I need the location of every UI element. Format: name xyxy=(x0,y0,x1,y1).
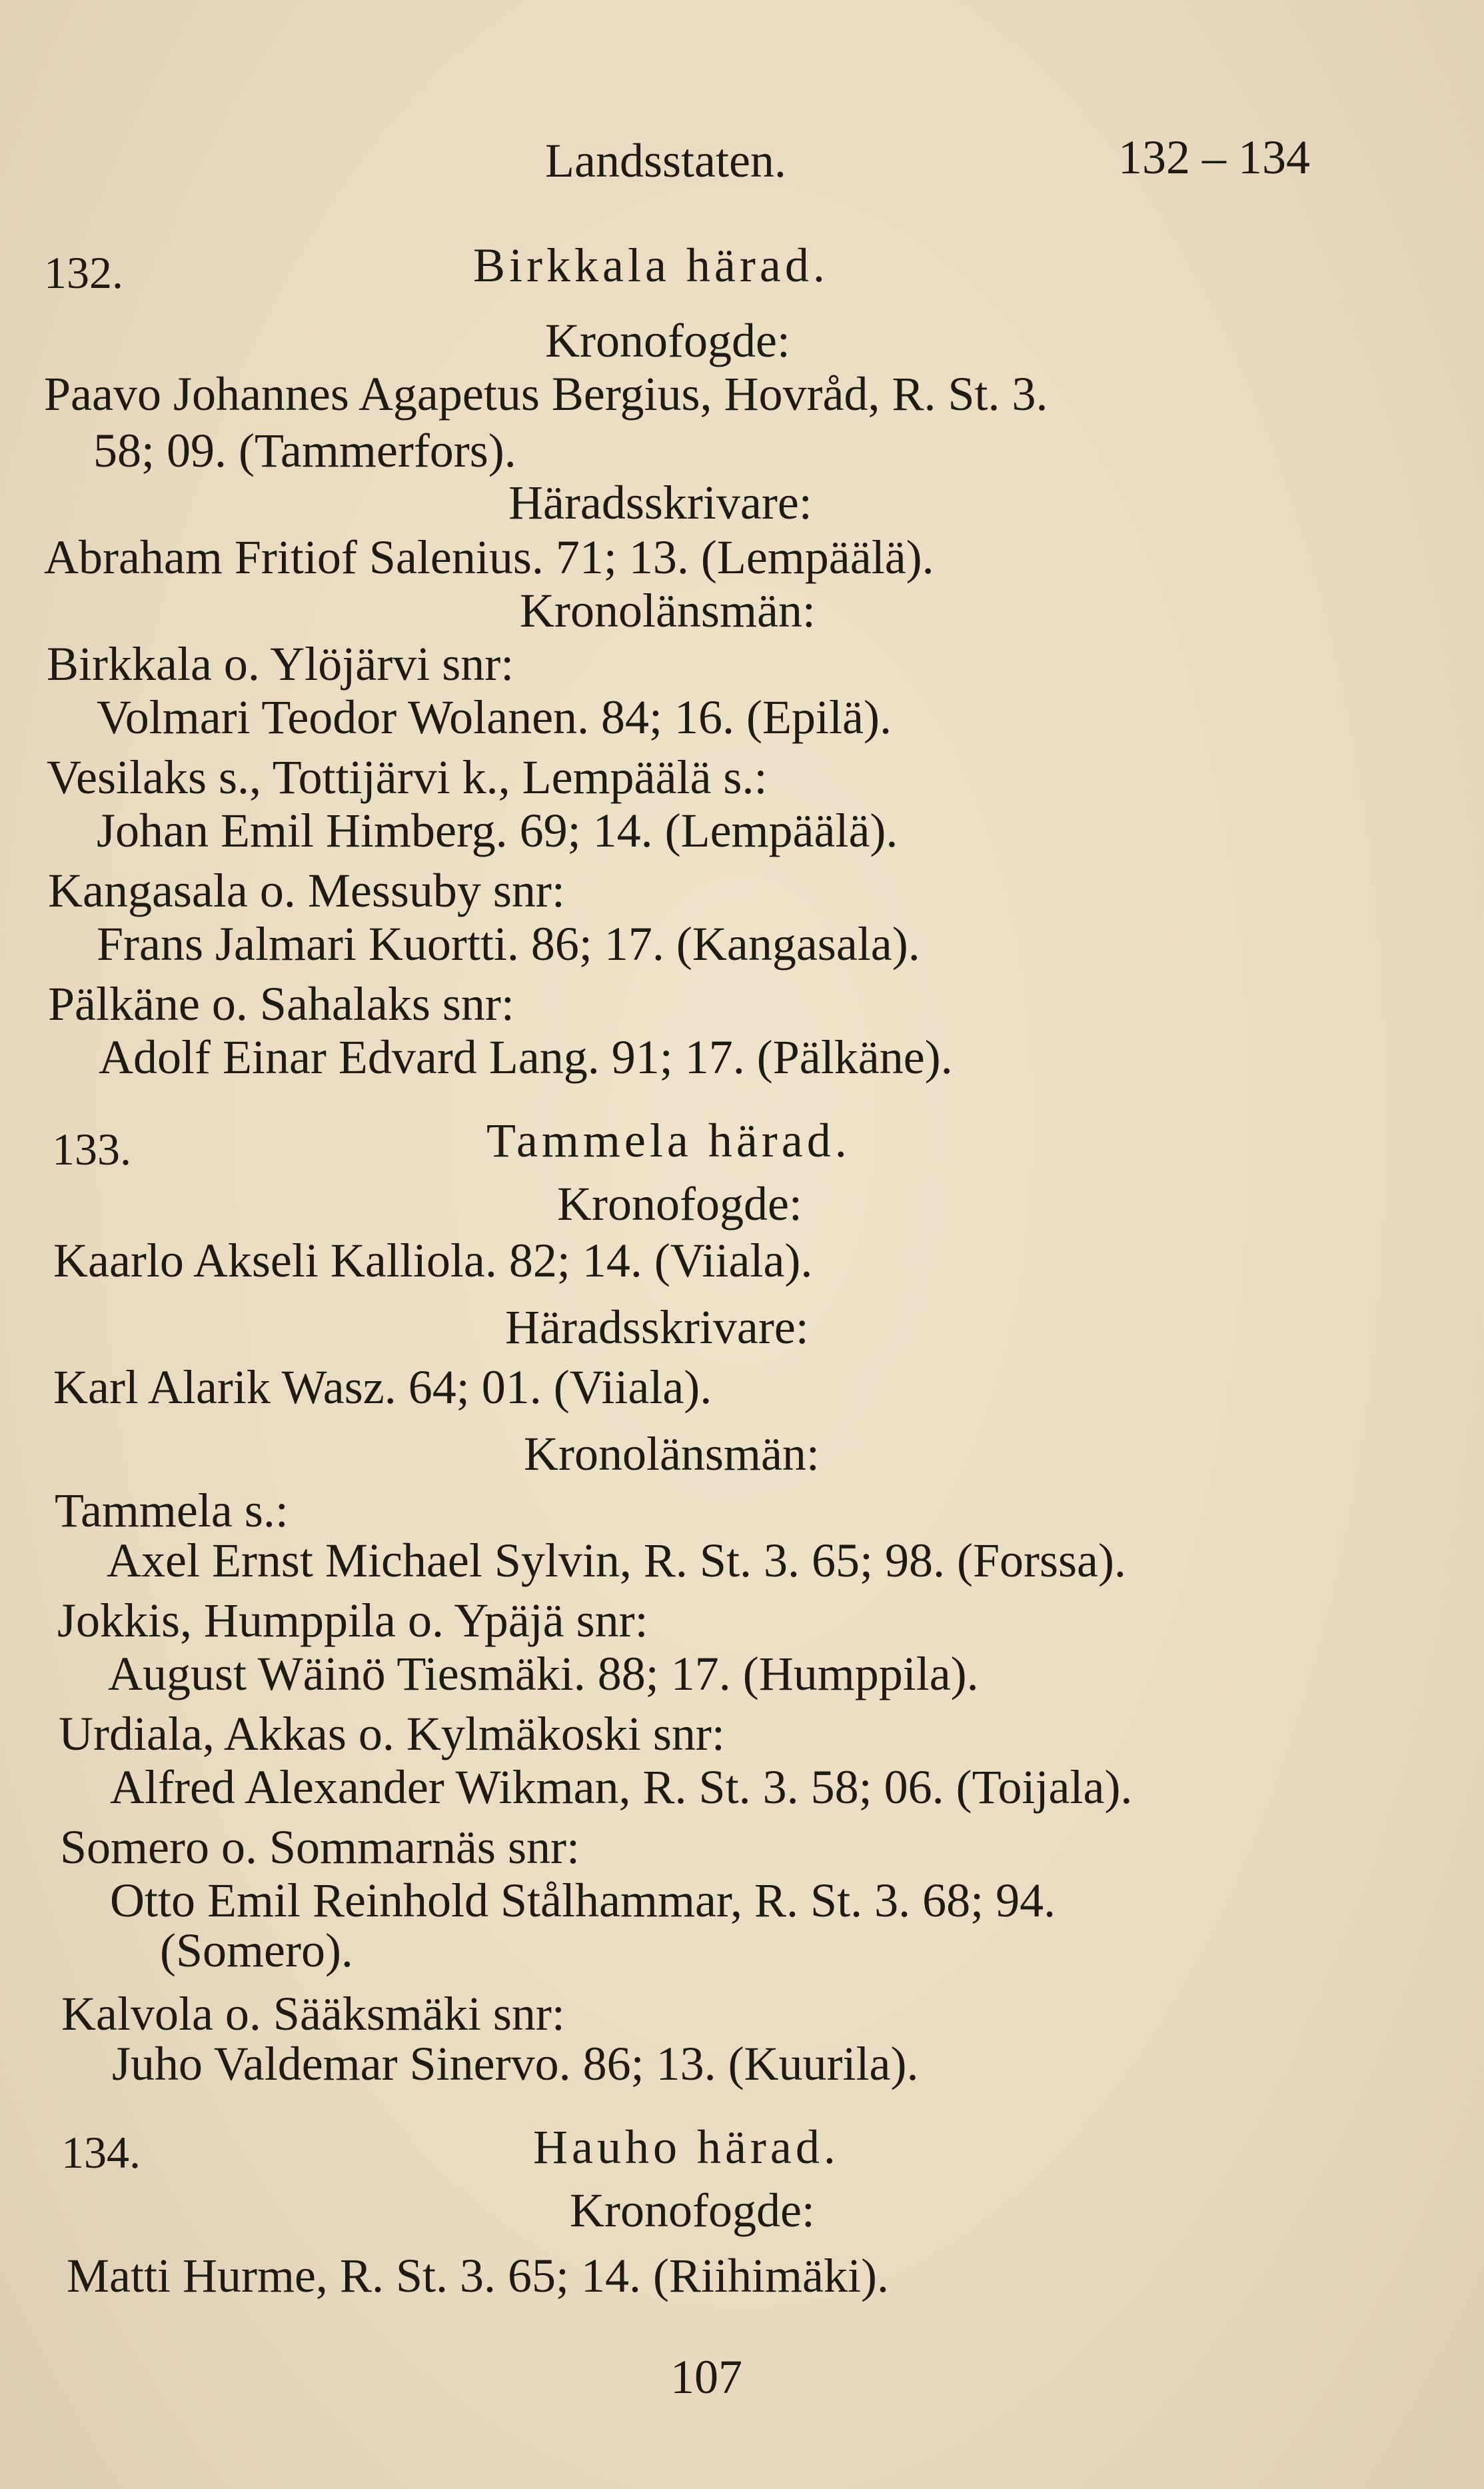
district-line: Jokkis, Humppila o. Ypäjä snr: xyxy=(57,1594,648,1647)
section-number: 134. xyxy=(61,2127,141,2178)
entry-line: Alfred Alexander Wikman, R. St. 3. 58; 06. (Toijala). xyxy=(110,1760,1133,1814)
entry-line: Frans Jalmari Kuortti. 86; 17. (Kangasala). xyxy=(97,917,920,971)
entry-line: Johan Emil Himberg. 69; 14. (Lempäälä). xyxy=(97,804,898,857)
role-heading: Kronofogde: xyxy=(545,314,790,367)
entry-line: Juho Valdemar Sinervo. 86; 13. (Kuurila). xyxy=(112,2037,919,2090)
district-line: Kalvola o. Sääksmäki snr: xyxy=(61,1987,565,2040)
entry-line: 58; 09. (Tammerfors). xyxy=(93,424,516,477)
district-line: Vesilaks s., Tottijärvi k., Lempäälä s.: xyxy=(47,751,768,804)
page-range: 132 – 134 xyxy=(1118,131,1310,184)
entry-line: Kaarlo Akseli Kalliola. 82; 14. (Viiala). xyxy=(53,1234,813,1287)
district-line: Tammela s.: xyxy=(55,1484,289,1537)
role-heading: Häradsskrivare: xyxy=(505,1300,809,1354)
role-heading: Kronofogde: xyxy=(570,2184,815,2237)
running-title: Landsstaten. xyxy=(545,134,786,187)
role-heading: Häradsskrivare: xyxy=(508,476,812,529)
role-heading: Kronofogde: xyxy=(557,1177,802,1231)
district-line: Pälkäne o. Sahalaks snr: xyxy=(48,977,514,1031)
entry-line: Volmari Teodor Wolanen. 84; 16. (Epilä). xyxy=(97,691,892,744)
entry-line: August Wäinö Tiesmäki. 88; 17. (Humppila). xyxy=(108,1647,979,1700)
section-number: 133. xyxy=(52,1124,131,1175)
entry-line: Paavo Johannes Agapetus Bergius, Hovråd, R. St. 3. xyxy=(44,367,1048,421)
entry-line: Abraham Fritiof Salenius. 71; 13. (Lempäälä). xyxy=(44,531,934,584)
section-number: 132. xyxy=(44,247,123,298)
entry-line: Matti Hurme, R. St. 3. 65; 14. (Riihimäki). xyxy=(67,2249,889,2302)
section-title: Birkkala härad. xyxy=(473,239,829,292)
district-line: Birkkala o. Ylöjärvi snr: xyxy=(47,637,514,691)
district-line: Urdiala, Akkas o. Kylmäkoski snr: xyxy=(59,1707,725,1760)
entry-line: Adolf Einar Edvard Lang. 91; 17. (Pälkäne). xyxy=(99,1031,953,1084)
entry-line: (Somero). xyxy=(160,1924,353,1977)
page-number: 107 xyxy=(670,2350,742,2404)
entry-line: Axel Ernst Michael Sylvin, R. St. 3. 65; 98. (Forssa). xyxy=(107,1534,1126,1587)
district-line: Somero o. Sommarnäs snr: xyxy=(60,1820,580,1874)
role-heading: Kronolänsmän: xyxy=(524,1427,820,1480)
section-title: Tammela härad. xyxy=(486,1114,851,1167)
entry-line: Otto Emil Reinhold Stålhammar, R. St. 3. 68; 94. xyxy=(110,1874,1056,1927)
section-title: Hauho härad. xyxy=(533,2120,840,2174)
entry-line: Karl Alarik Wasz. 64; 01. (Viiala). xyxy=(53,1360,712,1414)
district-line: Kangasala o. Messuby snr: xyxy=(48,864,565,917)
role-heading: Kronolänsmän: xyxy=(520,584,816,637)
